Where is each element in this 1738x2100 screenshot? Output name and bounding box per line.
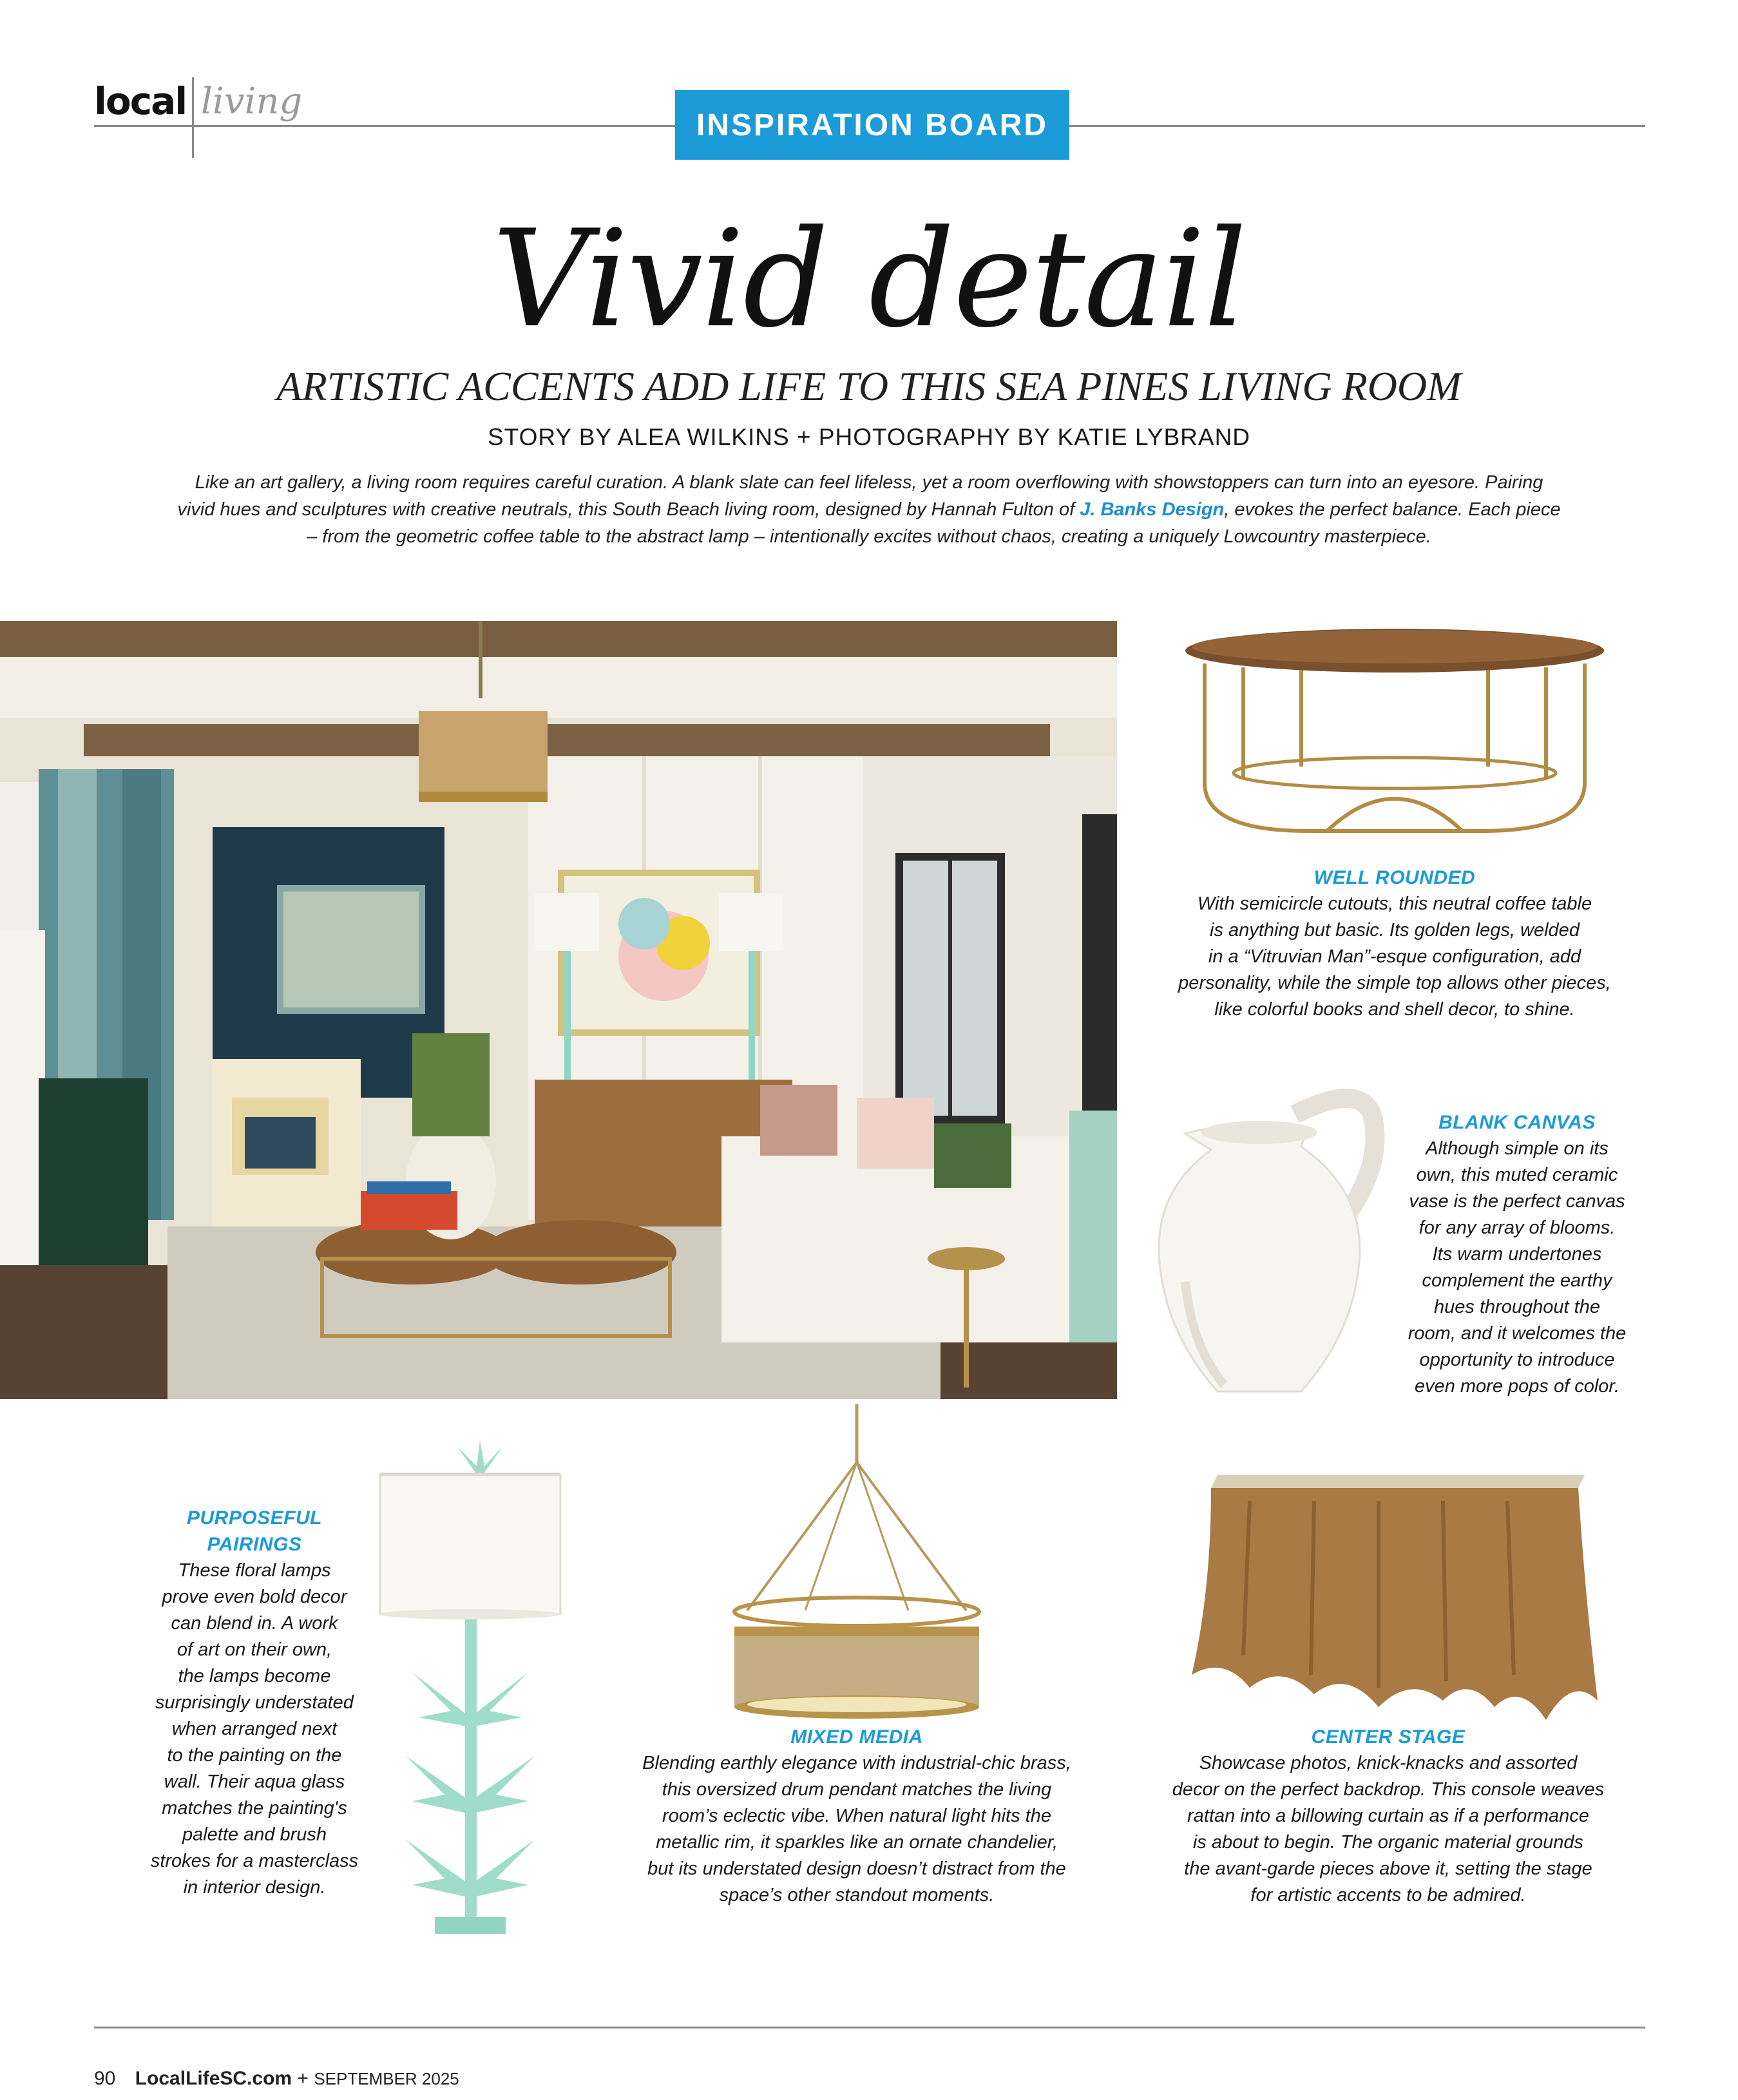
caption-line: like colorful books and shell decor, to shine. (1214, 999, 1575, 1020)
caption-line: opportunity to introduce (1419, 1350, 1615, 1370)
caption-line: Showcase photos, knick-knacks and assorted (1199, 1753, 1578, 1773)
caption-line: Blending earthly elegance with industrial-chic brass, (642, 1753, 1071, 1773)
article-intro (174, 469, 1564, 550)
caption-heading: PURPOSEFUL (186, 1507, 323, 1529)
footer-separator: + (297, 2068, 309, 2089)
caption-line: is anything but basic. Its golden legs, welded (1210, 920, 1580, 940)
intro-text-end: , evokes the perfect balance. Each piece – from the geometric coffee table to the abstract lamp – intentionally excites without chaos, creating a uniquely Lowcountry masterpiece. (307, 499, 1561, 547)
caption-line: to the painting on the (167, 1745, 342, 1766)
caption-line: in a “Vitruvian Man”-esque configuration, add (1208, 946, 1581, 967)
caption-line: vase is the perfect canvas (1409, 1191, 1625, 1212)
issue-date: SEPTEMBER 2025 (314, 2069, 459, 2088)
caption-line: complement the earthy (1422, 1270, 1612, 1291)
caption-line: prove even bold decor (162, 1587, 347, 1607)
caption-line: the avant-garde pieces above it, setting the stage (1184, 1858, 1592, 1879)
page-footer (94, 2069, 459, 2088)
caption-line: for any array of blooms. (1418, 1217, 1616, 1238)
caption-blank-canvas (1385, 1109, 1649, 1400)
logo-divider (192, 77, 194, 158)
caption-line: room’s eclectic vibe. When natural light hits the (662, 1806, 1051, 1826)
caption-line: These floral lamps (178, 1560, 331, 1581)
logo-local: local (94, 79, 187, 123)
caption-heading: BLANK CANVAS (1438, 1112, 1596, 1133)
caption-line: the lamps become (178, 1666, 331, 1686)
caption-heading: CENTER STAGE (1311, 1726, 1466, 1748)
page-number: 90 (94, 2068, 116, 2089)
rattan-console-photo (1185, 1462, 1604, 1733)
caption-line: Although simple on its (1426, 1138, 1609, 1159)
caption-line: strokes for a masterclass (150, 1851, 359, 1871)
caption-line: but its understated design doesn’t distract from the (647, 1858, 1066, 1879)
article-byline: STORY BY ALEA WILKINS + PHOTOGRAPHY BY KATIE LYBRAND (487, 424, 1251, 450)
caption-line: surprisingly understated (155, 1692, 354, 1713)
caption-line: this oversized drum pendant matches the living (662, 1779, 1052, 1800)
caption-line: for artistic accents to be admired. (1250, 1885, 1526, 1905)
article-title: Vivid detail (492, 202, 1246, 358)
caption-center-stage (1140, 1724, 1636, 1909)
caption-line: room, and it welcomes the (1408, 1323, 1627, 1344)
floral-lamp-photo (374, 1440, 586, 1956)
caption-line: palette and brush (182, 1824, 327, 1845)
caption-heading: MIXED MEDIA (790, 1726, 923, 1748)
caption-line: matches the painting's (162, 1798, 347, 1818)
caption-line: rattan into a billowing curtain as if a performance (1187, 1806, 1589, 1826)
designer-link[interactable]: J. Banks Design (1080, 499, 1225, 520)
footer-rule (94, 2027, 1645, 2028)
caption-line: can blend in. A work (171, 1613, 338, 1634)
caption-line: metallic rim, it sparkles like an ornate chandelier, (656, 1832, 1058, 1853)
caption-line: of art on their own, (177, 1639, 332, 1660)
site-link[interactable]: LocalLifeSC.com (135, 2068, 292, 2089)
caption-line: wall. Their aqua glass (164, 1771, 345, 1792)
logo-living: living (201, 81, 303, 122)
caption-line: decor on the perfect backdrop. This console weaves (1172, 1779, 1605, 1800)
caption-mixed-media (618, 1724, 1095, 1909)
caption-line: With semicircle cutouts, this neutral coffee table (1197, 893, 1592, 914)
drum-pendant-photo (721, 1404, 992, 1726)
caption-well-rounded (1147, 864, 1643, 1023)
caption-line: when arranged next (171, 1719, 338, 1739)
caption-heading: WELL ROUNDED (1313, 867, 1476, 888)
ceramic-vase-photo (1147, 1089, 1391, 1404)
caption-line: in interior design. (183, 1877, 326, 1898)
section-badge: INSPIRATION BOARD (675, 90, 1069, 160)
caption-line: Its warm undertones (1432, 1244, 1602, 1265)
caption-line: space’s other standout moments. (719, 1885, 995, 1905)
article-subtitle: ARTISTIC ACCENTS ADD LIFE TO THIS SEA PINES LIVING ROOM (276, 363, 1462, 409)
caption-purposeful-pairings (135, 1505, 374, 1901)
caption-line: is about to begin. The organic material grounds (1192, 1832, 1584, 1853)
caption-line: even more pops of color. (1414, 1376, 1620, 1397)
coffee-table-photo (1179, 625, 1610, 841)
caption-heading: PAIRINGS (207, 1534, 302, 1555)
caption-line: hues throughout the (1434, 1297, 1600, 1317)
intro-text-start: Like an art gallery, a living room requires careful curation. A blank slate can feel lifeless, yet a room overflowing with showstoppers can turn into an eyesore. Pairing vivid hues and sculptures with creative neutrals, this South Beach living room, designed by Hannah Fulton of (177, 472, 1543, 520)
caption-line: personality, while the simple top allows other pieces, (1178, 973, 1611, 993)
living-room-photo (0, 621, 1117, 1399)
caption-line: own, this muted ceramic (1416, 1165, 1618, 1185)
